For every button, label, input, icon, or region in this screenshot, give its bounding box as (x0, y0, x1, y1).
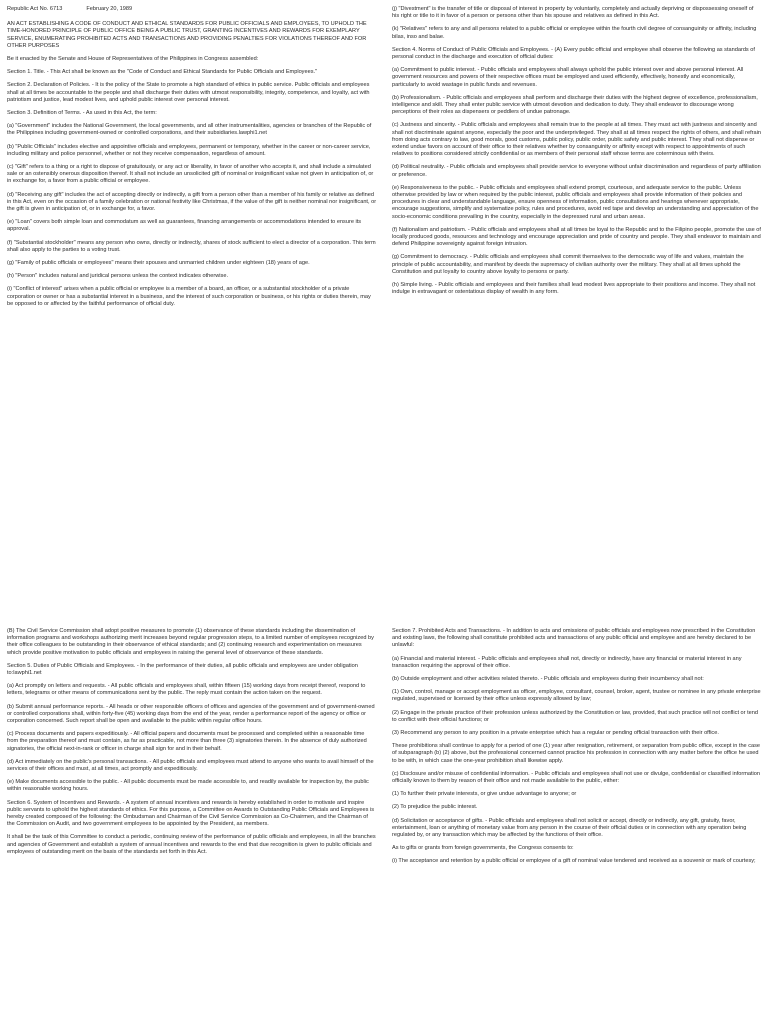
page-1-column (7, 6, 377, 586)
paragraph: Section 4. Norms of Conduct of Public Officials and Employees. - (A) Every public official and employee shall observe the following as standards of personal conduct in the discharge and execution of official duties: (392, 46, 755, 61)
paragraph: (1) Own, control, manage or accept employment as officer, employee, consultant, counsel, broker, agent, trustee or nominee in any private enterprise regulated, supervised or licensed by their office unless expressly allowed by law; (392, 689, 761, 703)
paragraph: Section 2. Declaration of Policies. - It is the policy of the State to promote a high standard of ethics in public service. Public officials and employees shall at all times be accountable to the people and shall discharge their duties with utmost responsibility, integrity, competence, and loyalty, act with patriotism and justice, lead modest lives, and uphold public interest over personal interest. (7, 82, 370, 103)
paragraph: (a) Commitment to public interest. - Public officials and employees shall always uphold the public interest over and above personal interest. All government resources and powers of their respective offices must be employed and used efficiently, effectively, honestly and economically, particularly to avoid wastage in public funds and revenues. (392, 67, 744, 88)
page-2-column (392, 6, 762, 586)
paragraph: (h) "Person" includes natural and juridical persons unless the context indicates otherwise. (7, 273, 229, 280)
paragraph: As to gifts or grants from foreign governments, the Congress consents to: (392, 845, 574, 852)
paragraph: (e) "Loan" covers both simple loan and commodatum as well as guarantees, financing arrangements or accommodations intended to ensure its approval. (7, 219, 362, 233)
paragraph: Section 7. Prohibited Acts and Transactions. - In addition to acts and omissions of public officials and employees now prescribed in the Constitution and existing laws, the following shall constitute prohibited acts and transactions of any public official and employee and are hereby declared to be unlawful: (392, 628, 756, 649)
law-number: Republic Act No. 6713 (7, 6, 63, 12)
paragraph: (b) Submit annual performance reports. - All heads or other responsible officers of offices and agencies of the government and of government-owned or controlled corporations shall, within forty-five (45) working days from the end of the year, render a performance report of the agency or office or corporation concerned. Such report shall be open and available to the public within regular office hours. (7, 703, 375, 725)
paragraph: (3) Recommend any person to any position in a private enterprise which has a regular or pending official transaction with their office. (392, 730, 719, 737)
p4-body (392, 628, 762, 866)
paragraph: (a) Financial and material interest. - Public officials and employees shall not, directly or indirectly, have any financial or material interest in any transaction requiring the approval of their office. (392, 655, 742, 669)
paragraph: (e) Make documents accessible to the public. - All public documents must be made accessible to, and readily available for inspection by, the public within reasonable working hours. (7, 779, 369, 793)
paragraph: (j) "Divestment" is the transfer of title or disposal of interest in property by voluntarily, completely and actually depriving or dispossessing oneself of his right or title to it in favor of a person or persons other than his spouse and relatives as defined in this Act. (392, 6, 754, 20)
paragraph: (2) Engage in the private practice of their profession unless authorized by the Constitution or law, provided, that such practice will not conflict or tend to conflict with their official functions; or (392, 709, 758, 723)
paragraph: (c) "Gift" refers to a thing or a right to dispose of gratuitously, or any act or liberality, in favor of another who accepts it, and shall include a simulated sale or an ostensibly onerous disposition thereof. It shall not include an unsolicited gift of nominal or insignificant value not given in anticipation of, or in exchange for, a favor from a public official or employee. (7, 164, 374, 185)
paragraph: (d) Act immediately on the public's personal transactions. - All public officials and employees must attend to anyone who wants to avail himself of the services of their offices and must, at all times, act promptly and expeditiously. (7, 758, 374, 773)
paragraph: Section 3. Definition of Terms. - As used in this Act, the term: (7, 110, 157, 117)
paragraph: (2) To prejudice the public interest. (392, 804, 478, 811)
act-title: AN ACT ESTABLISHING A CODE OF CONDUCT AND ETHICAL STANDARDS FOR PUBLIC OFFICIALS AND EMPLOYEES, TO UPHOLD THE TIME-HONORED PRINCIPLE OF PUBLIC OFFICE BEING A PUBLIC TRUST, GRANTING INCENTIVES AND REWARDS FOR EXEMPLARY SERVICE, ENUMERATING PROHIBITED ACTS AND TRANSACTIONS AND PROVIDING PENALTIES FOR VIOLATIONS THEREOF AND FOR OTHER PURPOSES (7, 21, 367, 49)
p2-body (392, 6, 762, 297)
paragraph: (b) "Public Officials" includes elective and appointive officials and employees, permanent or temporary, whether in the career or non-career service, including military and police personnel, whether or not they receive compensation, regardless of amount. (7, 143, 371, 157)
paragraph: These prohibitions shall continue to apply for a period of one (1) year after resignation, retirement, or separation from public office, except in the case of subparagraph (b) (2) above, but the professional concerned cannot practice his profession in connection with any matter before the office he used to be with, in which case the one-year prohibition shall likewise apply. (392, 743, 761, 764)
paragraph: (k) "Relatives" refers to any and all persons related to a public official or employee within the fourth civil degree of consanguinity or affinity, including bilas, inso and balae. (392, 26, 757, 40)
paragraph: (i) "Conflict of interest" arises when a public official or employee is a member of a board, an officer, or a substantial stockholder of a private corporation or owner or has a substantial interest in a business, and the interest of such corporation or business, or his rights or duties therein, may be opposed to or affected by the faithful performance of official duty. (7, 286, 371, 307)
paragraph: Section 1. Title. - This Act shall be known as the "Code of Conduct and Ethical Standards for Public Officials and Employees." (7, 69, 318, 76)
paragraph: (B) The Civil Service Commission shall adopt positive measures to promote (1) observance of these standards including the dissemination of information programs and workshops authorizing merit increases beyond regular progression steps, to a limited number of employees recognized by their office colleagues to be outstanding in their observance of ethical standards; and (2) continuing research and experimentation on measures which provide positive motivation to public officials and employees in raising the general level of observance of these standards. (7, 628, 374, 656)
law-date: February 20, 1989 (86, 6, 133, 12)
paragraph: (e) Responsiveness to the public. - Public officials and employees shall extend prompt, courteous, and adequate service to the public. Unless otherwise provided by law or when required by the public interest, public officials and employees shall provide information of their policies and procedures in clear and understandable language, ensure openness of information, public consultations and hearings whenever appropriate, encourage suggestions, simplify and systematize policy, rules and procedures, avoid red tape and develop an understanding and appreciation of the socio-economic conditions prevailing in the country, especially in the depressed rural and urban areas. (392, 184, 759, 220)
paragraph: (f) Nationalism and patriotism. - Public officials and employees shall at all times be loyal to the Republic and to the Filipino people, promote the use of locally produced goods, resources and technology and encourage appreciation and pride of country and people. They shall endeavor to maintain and defend Philippine sovereignty against foreign intrusion. (392, 226, 761, 248)
paragraph: (h) Simple living. - Public officials and employees and their families shall lead modest lives appropriate to their positions and income. They shall not indulge in extravagant or ostentatious display of wealth in any form. (392, 282, 756, 296)
p1-body (7, 56, 377, 308)
paragraph: (c) Process documents and papers expeditiously. - All official papers and documents must be processed and completed within a reasonable time from the preparation thereof and must contain, as far as practicable, not more than three (3) signatories therein. In the absence of duly authorized signatories, the official next-in-rank or officer in charge shall sign for and in their behalf. (7, 731, 367, 752)
paragraph: Be it enacted by the Senate and House of Representatives of the Philippines in Congress assembled: (7, 56, 259, 63)
paragraph: (d) "Receiving any gift" includes the act of accepting directly or indirectly, a gift from a person other than a member of his family or relative as defined in this Act, even on the occasion of a family celebration or national festivity like Christmas, if the value of the gift is neither nominal nor insignificant, or the gift is given in anticipation of, or in exchange for, a favor. (7, 191, 377, 213)
paragraph: (f) "Substantial stockholder" means any person who owns, directly or indirectly, shares of stock sufficient to elect a director of a corporation. This term shall also apply to the parties to a voting trust. (7, 239, 376, 253)
paragraph: (g) Commitment to democracy. - Public officials and employees shall commit themselves to the democratic way of life and values, maintain the principle of public accountability, and manifest by deeds the supremacy of civilian authority over the military. They shall at all times uphold the Constitution and put loyalty to country above loyalty to persons or party. (392, 254, 744, 275)
paragraph: (b) Professionalism. - Public officials and employees shall perform and discharge their duties with the highest degree of excellence, professionalism, intelligence and skill. They shall enter public service with utmost devotion and dedication to duty. They shall endeavor to discourage wrong perceptions of their roles as dispensers or peddlers of undue patronage. (392, 94, 758, 116)
p3-body (7, 628, 377, 856)
page-4-column (392, 628, 762, 1024)
paragraph: (g) "Family of public officials or employees" means their spouses and unmarried children under eighteen (18) years of age. (7, 260, 310, 267)
paragraph: (a) "Government" includes the National Government, the local governments, and all other instrumentalities, agencies or branches of the Republic of the Philippines including government-owned or controlled corporations, and their subsidiaries.lawphi1.net (7, 123, 372, 137)
document-header (7, 6, 377, 13)
paragraph: Section 6. System of Incentives and Rewards. - A system of annual incentives and rewards is hereby established in order to motivate and inspire public servants to uphold the highest standards of ethics. For this purpose, a Committee on Awards to Outstanding Public Officials and Employees is hereby created composed of the following: the Ombudsman and Chairman of the Civil Service Commission as Co-Chairmen, and the Chairman of the Commission on Audit, and two government employees to be appointed by the President, as members. (7, 799, 375, 828)
page-3-column (7, 628, 377, 1024)
paragraph: (c) Justness and sincerity. - Public officials and employees shall remain true to the people at all times. They must act with justness and sincerity and shall not discriminate against anyone, especially the poor and the underprivileged. They shall at all times respect the rights of others, and shall refrain from doing acts contrary to law, good morals, good customs, public policy, public order, public safety and public interest. They shall not dispense or extend undue favors on account of their office to their relatives whether by consanguinity or affinity except with respect to appointments of such relatives to positions considered strictly confidential or as members of their personal staff whose terms are coterminous with theirs. (392, 122, 761, 158)
paragraph: (b) Outside employment and other activities related thereto. - Public officials and employees during their incumbency shall not: (392, 676, 704, 683)
paragraph: Section 5. Duties of Public Officials and Employees. - In the performance of their duties, all public officials and employees are under obligation to:lawphi1.net (7, 662, 358, 677)
paragraph: (i) The acceptance and retention by a public official or employee of a gift of nominal value tendered and received as a souvenir or mark of courtesy; (392, 858, 756, 865)
paragraph: (1) To further their private interests, or give undue advantage to anyone; or (392, 791, 577, 798)
paragraph: (d) Political neutrality. - Public officials and employees shall provide service to everyone without unfair discrimination and regardless of party affiliation or preference. (392, 164, 761, 178)
paragraph: (d) Solicitation or acceptance of gifts. - Public officials and employees shall not solicit or accept, directly or indirectly, any gift, gratuity, favor, entertainment, loan or anything of monetary value from any person in the course of their official duties or in connection with any operation being regulated by, or any transaction which may be affected by the functions of their office. (392, 817, 747, 839)
paragraph: It shall be the task of this Committee to conduct a periodic, continuing review of the performance of public officials and employees, in all the branches and agencies of Government and establish a system of annual incentives and rewards to the end that due recognition is given to public officials and employees of outstanding merit on the basis of the standards set forth in this Act. (7, 834, 376, 855)
paragraph: (a) Act promptly on letters and requests. - All public officials and employees shall, within fifteen (15) working days from receipt thereof, respond to letters, telegrams or other means of communications sent by the public. The reply must contain the action taken on the request. (7, 683, 366, 697)
paragraph: (c) Disclosure and/or misuse of confidential information. - Public officials and employees shall not use or divulge, confidential or classified information officially known to them by reason of their office and not made available to the public, either: (392, 770, 761, 785)
